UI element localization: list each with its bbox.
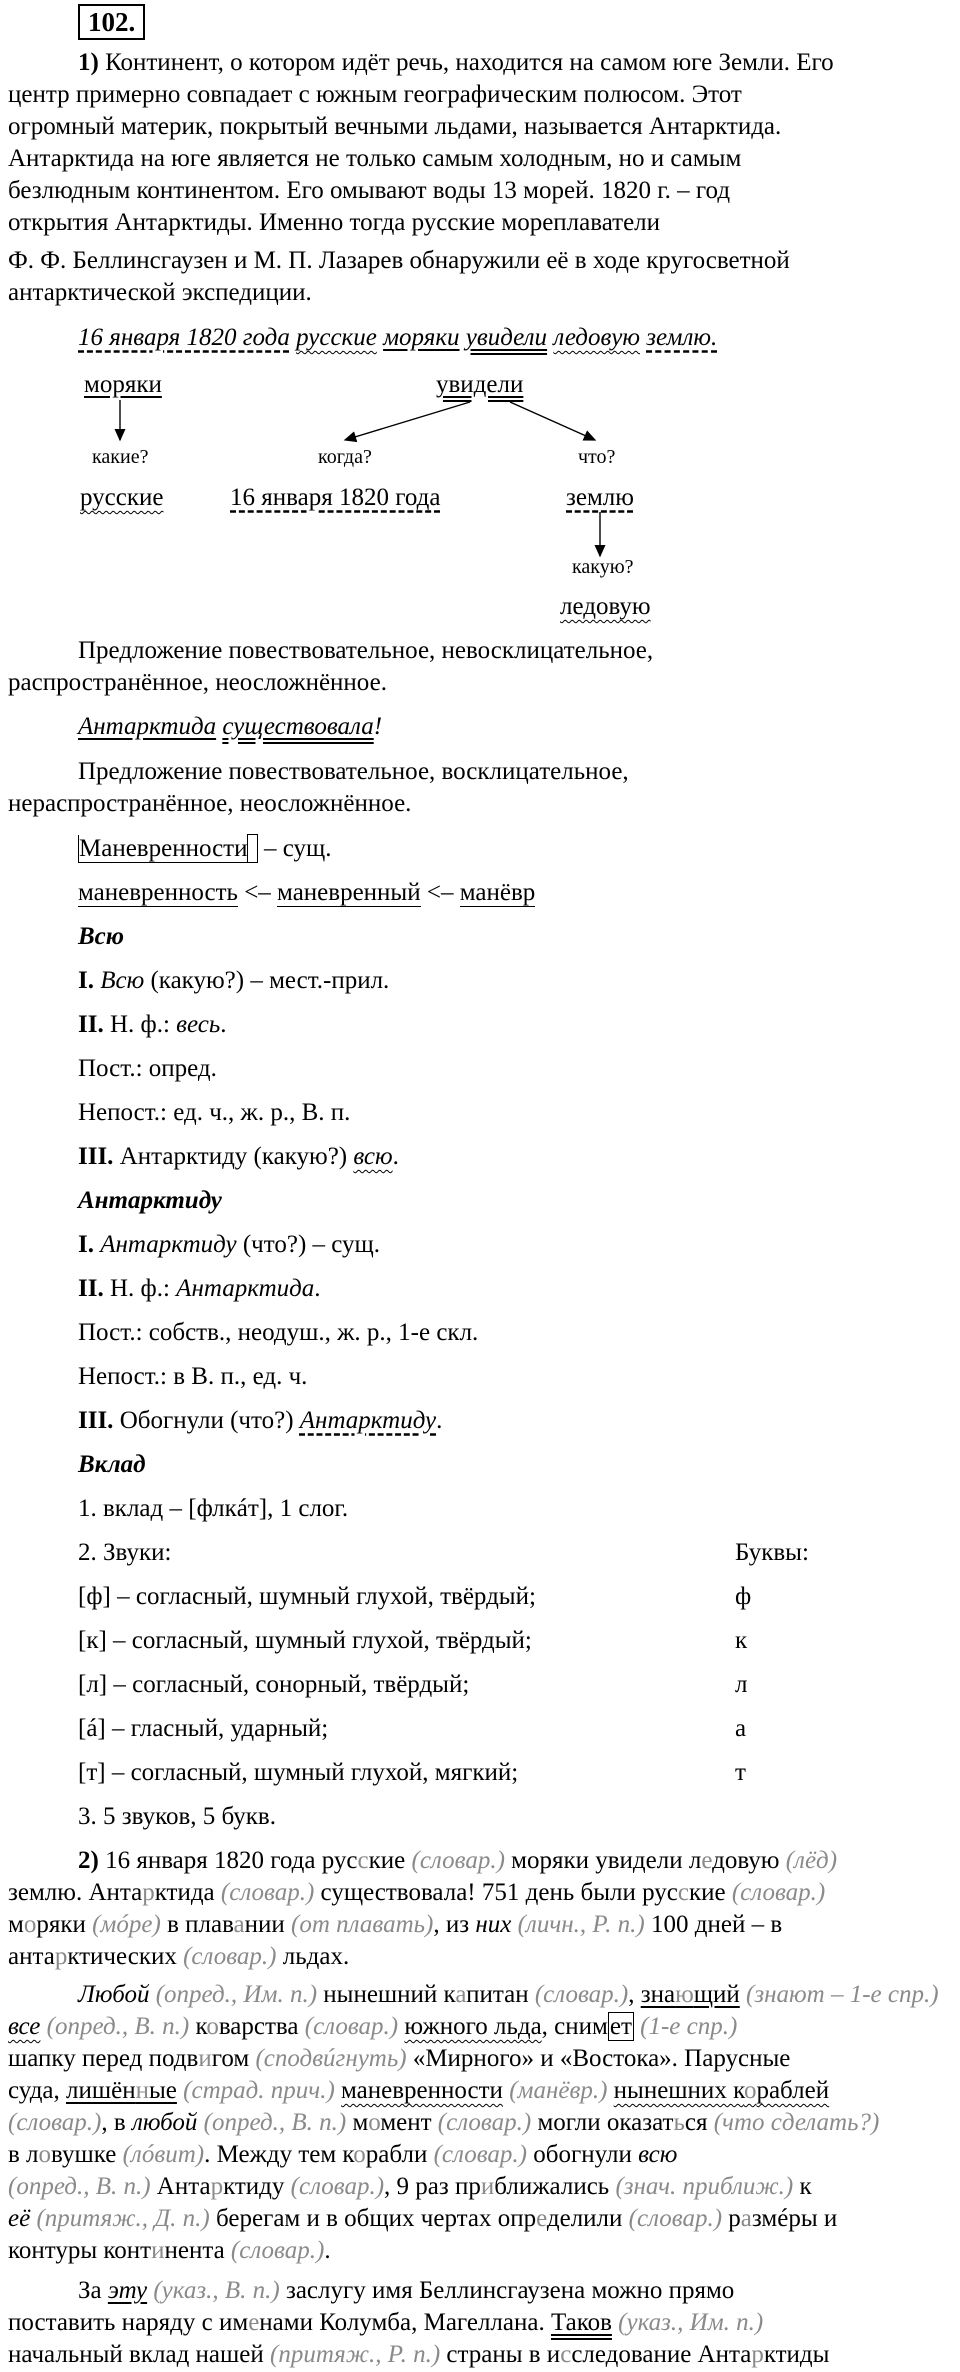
sentence1-attribute-2: ледовую bbox=[553, 324, 641, 351]
antarktidu-line-1: I. Антарктиду (что?) – сущ. bbox=[78, 1231, 381, 1258]
morph-chain-c: манёвр bbox=[459, 879, 536, 906]
part2-line-5: Любой (опред., Им. п.) нынешний капитан (словар.), знающий (знают – 1-е спр.) bbox=[78, 1981, 939, 2008]
vsyu-line-2: II. Н. ф.: весь. bbox=[78, 1011, 227, 1038]
tree-circumstance-date: 16 января 1820 года bbox=[230, 484, 441, 511]
tree-question-kogda: когда? bbox=[318, 446, 372, 468]
antarktidu-title: Антарктиду bbox=[78, 1187, 222, 1214]
morph-chain: маневренность <– маневренный <– манёвр bbox=[78, 879, 536, 906]
arrow-predicate-when bbox=[345, 402, 470, 440]
part1-line-7: Ф. Ф. Беллинсгаузен и М. П. Лазарев обнаружили её в ходе кругосветной bbox=[8, 247, 790, 274]
part2-line-16: начальный вклад нашей (притяж., Р. п.) страны в исследование Антарктиды bbox=[8, 2341, 830, 2368]
part2-line-9: (словар.), в любой (опред., В. п.) момент (словар.) могли оказаться (что сделать?) bbox=[8, 2109, 880, 2136]
tree-object-zemlyu: землю bbox=[566, 484, 634, 511]
part2-line-11: (опред., В. п.) Антарктиду (словар.), 9 раз приближались (знач. приближ.) к bbox=[8, 2173, 812, 2200]
morph-word-main: Маневренности bbox=[79, 835, 248, 862]
vklad-total: 3. 5 звуков, 5 букв. bbox=[78, 1803, 276, 1830]
vklad-sound-row: [т] – согласный, шумный глухой, мягкий; bbox=[78, 1759, 519, 1786]
analyzed-sentence-1 bbox=[78, 323, 717, 353]
desc1-line-2: распространённое, неосложнённое. bbox=[8, 669, 387, 696]
antarktidu-line-5: III. Обогнули (что?) Антарктиду. bbox=[78, 1407, 443, 1434]
vklad-sound-row: [ф] – согласный, шумный глухой, твёрдый; bbox=[78, 1583, 536, 1610]
sentence1-object: землю. bbox=[646, 324, 718, 351]
part2-line-15: поставить наряду с именами Колумба, Магеллана. Таков (указ., Им. п.) bbox=[8, 2309, 764, 2336]
tree-question-kakie: какие? bbox=[92, 446, 149, 468]
morph-chain-a: маневренность bbox=[78, 879, 238, 906]
vklad-letter-cell: л bbox=[735, 1671, 748, 1698]
tree-predicate: увидели bbox=[436, 371, 524, 398]
vklad-sound-row: [л] – согласный, сонорный, твёрдый; bbox=[78, 1671, 470, 1698]
vklad-letter-cell: к bbox=[735, 1627, 748, 1654]
part1-line-1: 1) Континент, о котором идёт речь, находится на самом юге Земли. Его bbox=[78, 49, 834, 76]
sentence1-circumstance: 16 января 1820 года bbox=[78, 324, 290, 351]
exercise-number: 102. bbox=[78, 4, 145, 40]
morph-chain-b: маневренный bbox=[277, 879, 421, 906]
part1-line-8: антарктической экспедиции. bbox=[8, 279, 312, 306]
tree-attribute-ledovuyu: ледовую bbox=[560, 593, 651, 620]
part2-line-14: За эту (указ., В. п.) заслугу имя Беллинсгаузена можно прямо bbox=[78, 2277, 735, 2304]
part2-line-13: контуры континента (словар.). bbox=[8, 2237, 331, 2264]
antarktidu-line-4: Непост.: в В. п., ед. ч. bbox=[78, 1363, 308, 1390]
part2-line-4: антарктических (словар.) льдах. bbox=[8, 1943, 350, 1970]
sentence1-predicate: увидели bbox=[465, 324, 548, 351]
part2-line-10: в ловушке (лóвит). Между тем корабли (словар.) обогнули всю bbox=[8, 2141, 678, 2168]
sentence2-predicate: существовала bbox=[222, 713, 374, 740]
desc1-line-1: Предложение повествовательное, невосклицательное, bbox=[78, 637, 654, 664]
morph-ending-box bbox=[247, 834, 257, 863]
tree-question-chto: что? bbox=[578, 446, 616, 468]
part2-line-3: моряки (мóре) в плавании (от плавать), из них (личн., Р. п.) 100 дней – в bbox=[8, 1911, 783, 1938]
vklad-letter-cell: а bbox=[735, 1715, 747, 1742]
tree-question-kakuyu: какую? bbox=[572, 556, 634, 578]
antarktidu-line-2: II. Н. ф.: Антарктида. bbox=[78, 1275, 321, 1302]
vklad-line-1: 1. вклад – [флкáт], 1 слог. bbox=[78, 1495, 349, 1522]
tree-subject: моряки bbox=[84, 371, 162, 398]
vsyu-line-5: III. Антарктиду (какую?) всю. bbox=[78, 1143, 399, 1170]
part2-label: 2) bbox=[78, 1847, 99, 1874]
part1-label: 1) bbox=[78, 49, 99, 76]
tree-attribute-russkie: русские bbox=[80, 484, 164, 511]
vklad-sound-row: [к] – согласный, шумный глухой, твёрдый; bbox=[78, 1627, 532, 1654]
part1-line-3: огромный материк, покрытый вечными льдами, называется Антарктида. bbox=[8, 113, 782, 140]
vklad-sounds-header: 2. Звуки: bbox=[78, 1539, 172, 1566]
antarktidu-line-3: Пост.: собств., неодуш., ж. р., 1-е скл. bbox=[78, 1319, 479, 1346]
desc2-line-2: нераспространённое, неосложнённое. bbox=[8, 790, 412, 817]
vklad-letter-cell: т bbox=[735, 1759, 746, 1786]
vsyu-line-4: Непост.: ед. ч., ж. р., В. п. bbox=[78, 1099, 351, 1126]
vklad-letter-cell: ф bbox=[735, 1583, 752, 1610]
part2-line-8: суда, лишённые (страд. прич.) маневренности (манёвр.) нынешних кораблей bbox=[8, 2077, 830, 2104]
analyzed-sentence-2: Антарктида существовала! bbox=[78, 713, 383, 740]
part2-line-1: 2) 16 января 1820 года русские (словар.) моряки увидели ледовую (лёд) bbox=[78, 1847, 838, 1874]
part1-line-5: безлюдным континентом. Его омывают воды 13 морей. 1820 г. – год bbox=[8, 177, 731, 204]
sentence1-attribute: русские bbox=[296, 324, 377, 351]
vsyu-title: Всю bbox=[78, 923, 125, 950]
part2-line-6: все (опред., В. п.) коварства (словар.) южного льда, снимет (1-е спр.) bbox=[8, 2013, 738, 2040]
vsyu-line-1: I. Всю (какую?) – мест.-прил. bbox=[78, 967, 390, 994]
part1-line-2: центр примерно совпадает с южным географическим полюсом. Этот bbox=[8, 81, 742, 108]
vklad-title: Вклад bbox=[78, 1451, 146, 1478]
vklad-sound-row: [á] – гласный, ударный; bbox=[78, 1715, 329, 1742]
part1-line-4: Антарктида на юге является не только самым холодным, но и самым bbox=[8, 145, 742, 172]
vklad-letters-header: Буквы: bbox=[735, 1539, 809, 1566]
desc2-line-1: Предложение повествовательное, восклицательное, bbox=[78, 758, 629, 785]
arrow-predicate-what bbox=[510, 402, 595, 440]
sentence2-subject: Антарктида bbox=[78, 713, 217, 740]
vsyu-line-3: Пост.: опред. bbox=[78, 1055, 217, 1082]
part2-line-7: шапку перед подвигом (сподвúгнуть) «Мирного» и «Востока». Парусные bbox=[8, 2045, 791, 2072]
part2-line-12: её (притяж., Д. п.) берегам и в общих чертах определили (словар.) размéры и bbox=[8, 2205, 838, 2232]
part1-line-6: открытия Антарктиды. Именно тогда русские мореплаватели bbox=[8, 209, 661, 236]
sentence1-subject: моряки bbox=[383, 324, 460, 351]
morph-word: Маневренности – сущ. bbox=[79, 835, 332, 862]
part2-line-2: землю. Антарктида (словар.) существовала! 751 день были русские (словар.) bbox=[8, 1879, 826, 1906]
